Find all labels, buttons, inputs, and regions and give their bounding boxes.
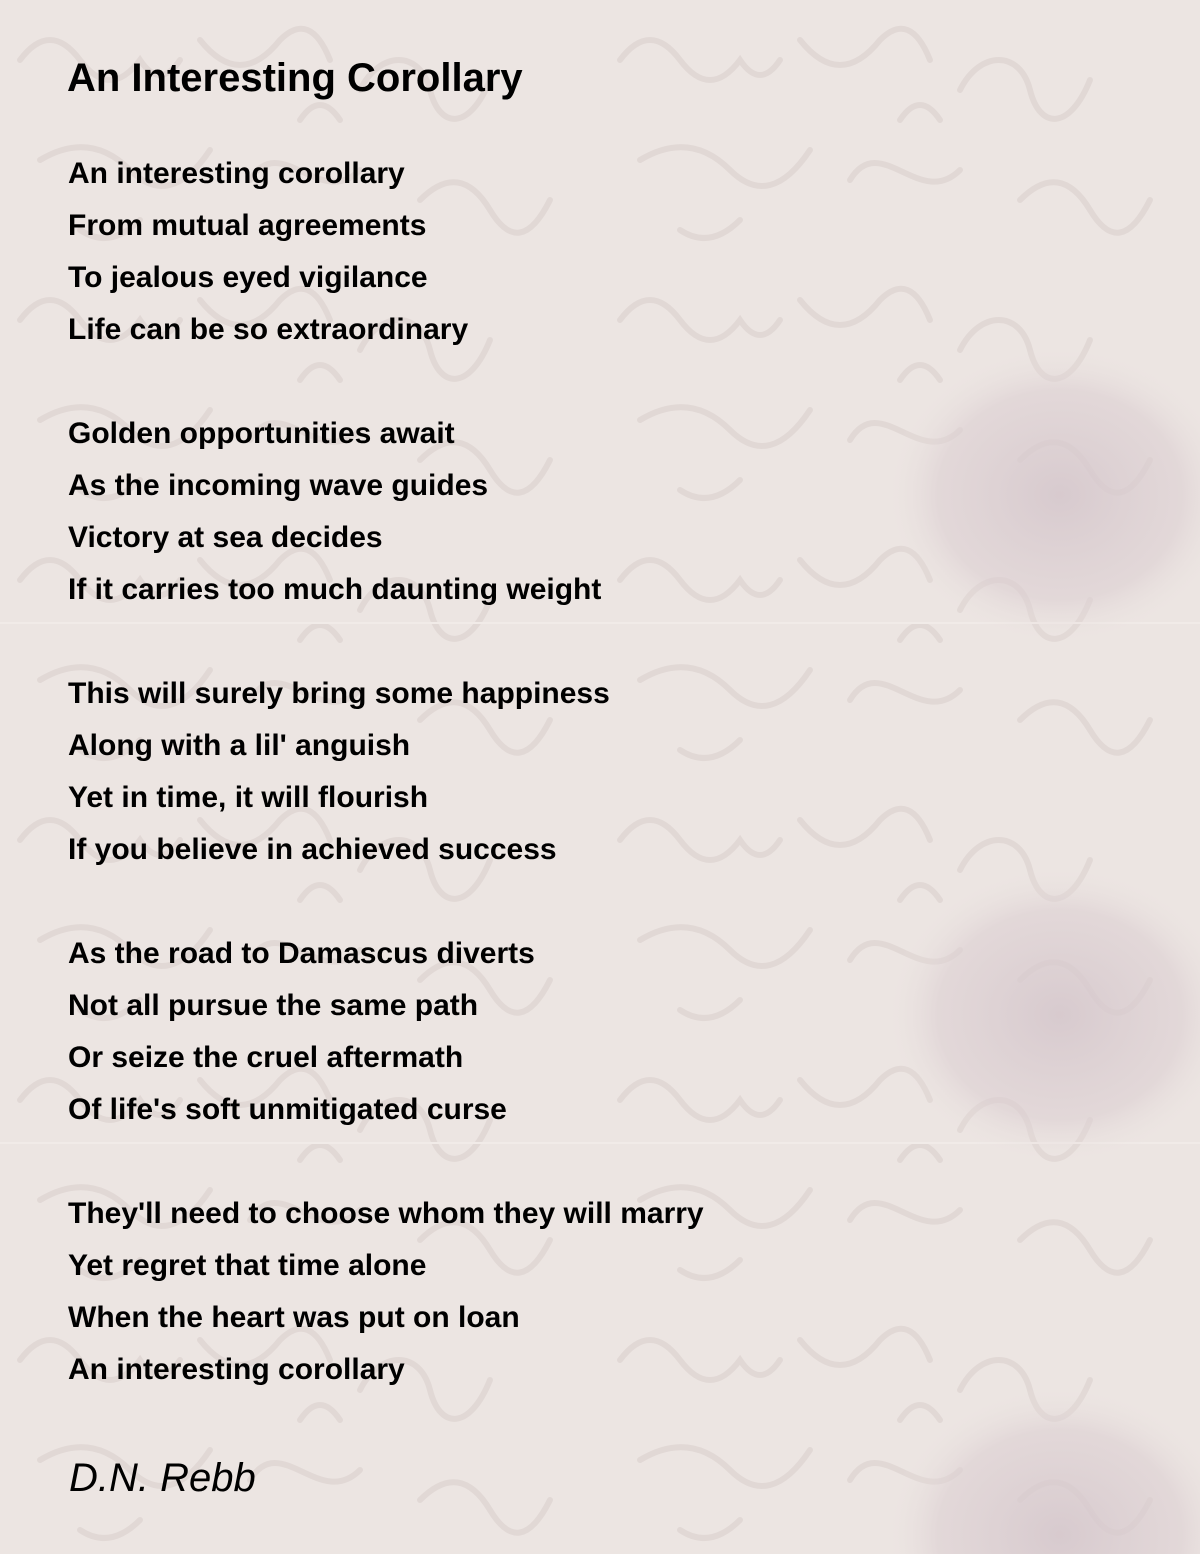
- poem-line: An interesting corollary: [68, 157, 405, 190]
- poem-line: Yet in time, it will flourish: [68, 781, 429, 814]
- stanza-4: [68, 928, 704, 1136]
- poem-line: Of life's soft unmitigated curse: [68, 1093, 507, 1126]
- poem-line: To jealous eyed vigilance: [68, 261, 428, 294]
- poem-line: They'll need to choose whom they will marry: [68, 1197, 704, 1230]
- poem-line: If it carries too much daunting weight: [68, 573, 602, 606]
- poem-line: As the road to Damascus diverts: [68, 937, 535, 970]
- poem-line: Life can be so extraordinary: [68, 313, 469, 346]
- poem-line: This will surely bring some happiness: [68, 677, 610, 710]
- poem-line: As the incoming wave guides: [68, 469, 489, 502]
- poem-line: When the heart was put on loan: [68, 1301, 520, 1334]
- poem-line: Or seize the cruel aftermath: [68, 1041, 464, 1074]
- stanza-1: [68, 148, 704, 356]
- poem-line: Not all pursue the same path: [68, 989, 479, 1022]
- poem-line: If you believe in achieved success: [68, 833, 557, 866]
- stanza-2: [68, 408, 704, 616]
- poem-line: Along with a lil' anguish: [68, 729, 411, 762]
- poem-line: Victory at sea decides: [68, 521, 383, 554]
- poem-title: An Interesting Corollary: [67, 56, 523, 100]
- stanza-3: [68, 668, 704, 876]
- poem-author: D.N. Rebb: [69, 1456, 256, 1500]
- poem-body: [68, 148, 704, 1448]
- poem-line: An interesting corollary: [68, 1353, 405, 1386]
- stanza-5: [68, 1188, 704, 1396]
- poem-line: From mutual agreements: [68, 209, 427, 242]
- poem-line: Yet regret that time alone: [68, 1249, 427, 1282]
- poem-line: Golden opportunities await: [68, 417, 455, 450]
